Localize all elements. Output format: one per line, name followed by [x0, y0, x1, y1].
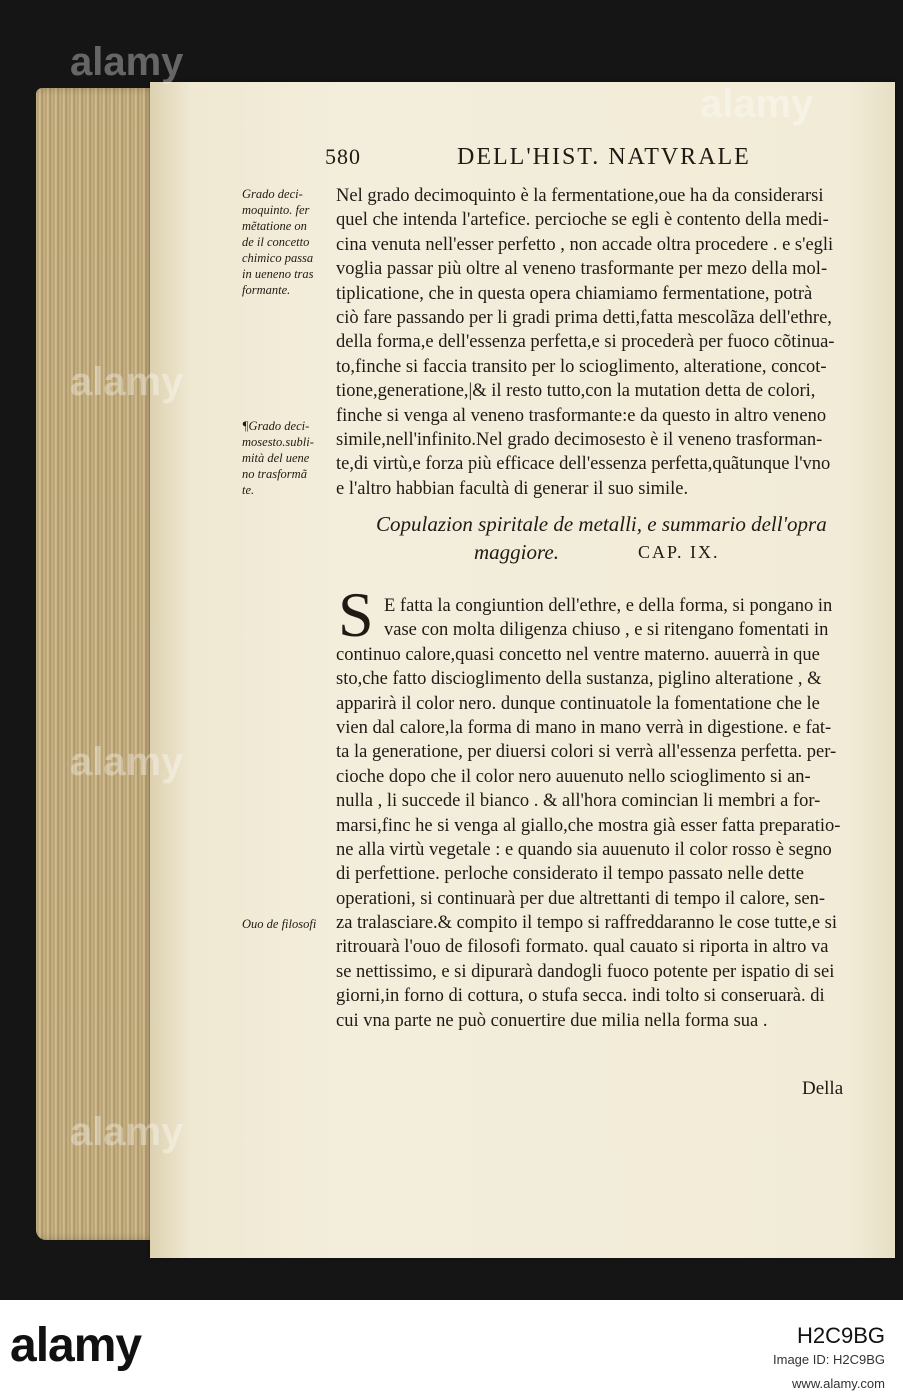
- text-line: quel che intenda l'artefice. percioche se egli è contento della medi-: [336, 210, 829, 231]
- text-line: giorni,in forno di cottura, o stufa secca. indi tolto si conseruarà. di: [336, 986, 825, 1007]
- image-caption: Image ID: H2C9BG: [773, 1352, 885, 1367]
- text-line: ciò fare passando per li gradi prima detti,fatta mescolãza dell'ethre,: [336, 307, 832, 328]
- chapter-title-line: maggiore.: [474, 540, 559, 564]
- image-id: H2C9BG: [796, 1323, 885, 1348]
- text-line: za tralasciare.& compito il tempo si raffreddaranno le cose tutte,e si: [336, 913, 838, 934]
- margin-note-line: mosesto.subli-: [242, 435, 314, 449]
- watermark-text: alamy: [70, 360, 184, 404]
- watermark-text: alamy: [70, 740, 184, 784]
- watermark-text: alamy: [70, 1110, 184, 1154]
- text-line: ta la generatione, per diuersi colori si verrà all'essenza perfetta. per-: [336, 742, 837, 763]
- text-line: apparirà il color nero. dunque continuatole la fomentatione che le: [336, 693, 820, 714]
- text-line: e l'altro habbian facultà di generar il suo simile.: [336, 478, 689, 499]
- margin-note-line: chimico passa: [242, 251, 314, 265]
- text-line: tione,generatione,|& il resto tutto,con la mutation detta de colori,: [336, 381, 816, 402]
- text-line: vien dal calore,la forma di mano in mano verrà in digestione. e fat-: [336, 717, 832, 738]
- text-line: te,di virtù,e forza più efficace dell'essenza perfetta,quãtunque l'vno: [336, 454, 831, 475]
- margin-note-line: ¶Grado deci-: [242, 419, 310, 433]
- text-line: cioche dopo che il color nero auuenuto nello scioglimento si an-: [336, 766, 811, 787]
- text-line: E fatta la congiuntion dell'ethre, e della forma, si pongano in: [384, 596, 833, 616]
- text-line: cui vna parte ne può conuertire due milia nella forma sua .: [336, 1010, 768, 1031]
- text-line: simile,nell'infinito.Nel grado decimosesto è il veneno trasforman-: [336, 429, 823, 450]
- text-line: ne alla virtù vegetale : e quando sia auuenuto il color rosso è segno: [336, 839, 832, 860]
- alamy-logo: alamy: [10, 1319, 142, 1372]
- running-title: DELL'HIST. NATVRALE: [457, 144, 751, 170]
- page-number: 580: [325, 144, 361, 169]
- margin-note-line: moquinto. fer: [242, 203, 310, 217]
- stock-footer: [0, 1300, 903, 1390]
- margin-note-line: de il concetto: [242, 235, 310, 249]
- text-line: di perfettione. perloche considerato il tempo passato nelle dette: [336, 864, 804, 885]
- margin-note-line: Ouo de filosofi: [242, 917, 317, 931]
- running-head: [325, 144, 785, 178]
- margin-note-line: te.: [242, 483, 255, 497]
- paragraph-grado-decimoquinto: [336, 184, 876, 501]
- paragraph-copulazion: [336, 594, 876, 1033]
- drop-cap: S: [338, 579, 374, 650]
- book-page-edges: [36, 88, 158, 1240]
- text-line: vase con molta diligenza chiuso , e si ritengano fomentati in: [384, 620, 829, 641]
- margin-note-line: mẽtatione on: [242, 219, 307, 233]
- text-line: operationi, si continuarà per due altrettanti di tempo il calore, sen-: [336, 888, 826, 909]
- watermark-text: alamy: [700, 82, 814, 126]
- text-line: finche si venga al veneno trasformante:e da questo in altro veneno: [336, 405, 827, 426]
- text-line: tiplicatione, che in questa opera chiamiamo fermentatione, potrà: [336, 283, 813, 304]
- text-line: sto,che fatto discioglimento della sustanza, piglino alteratione , &: [336, 669, 822, 690]
- site-url: www.alamy.com: [792, 1376, 885, 1391]
- text-line: Nel grado decimoquinto è la fermentatione,oue ha da considerarsi: [336, 186, 824, 206]
- text-line: ritrouarà l'ouo de filosofi formato. qual cauato si riporta in altro va: [336, 937, 829, 958]
- margin-note-line: no trasformã: [242, 467, 307, 481]
- chapter-title-line: Copulazion spiritale de metalli, e summario dell'opra: [376, 512, 827, 536]
- text-line: continuo calore,quasi concetto nel ventre materno. auuerrà in que: [336, 644, 820, 665]
- text-line: nulla , li succede il bianco . & all'hora comincian li membri a for-: [336, 791, 821, 812]
- margin-note-line: in ueneno tras: [242, 267, 314, 281]
- margin-note-line: Grado deci-: [242, 187, 303, 201]
- margin-note-line: formante.: [242, 283, 291, 297]
- watermark-text: alamy: [70, 40, 184, 84]
- catchword: Della: [802, 1078, 844, 1099]
- text-line: voglia passar più oltre al veneno trasformante per mezo della mol-: [336, 259, 828, 280]
- text-line: della forma,e dell'essenza perfetta,e si procederà per fuoco cõtinua-: [336, 332, 835, 353]
- chapter-number: CAP. IX.: [638, 542, 720, 562]
- stock-info: [773, 1324, 885, 1396]
- text-line: cina venuta nell'esser perfetto , non accade oltra procedere . e s'egli: [336, 234, 834, 255]
- text-line: marsi,finc he si venga al giallo,che mostra già esser fatta preparatio-: [336, 815, 841, 836]
- margin-note-grado-decimoquinto: [242, 186, 338, 298]
- text-line: to,finche si faccia transito per lo scioglimento, alteratione, concot-: [336, 356, 827, 377]
- chapter-heading: [376, 510, 856, 564]
- text-line: se nettissimo, e si dipurarà dandogli fuoco potente per ispatio di sei: [336, 961, 835, 982]
- margin-note-line: mità del uene: [242, 451, 310, 465]
- margin-note-grado-decimosesto: [242, 418, 338, 498]
- margin-note-ouo-de-filosofi: [242, 916, 338, 932]
